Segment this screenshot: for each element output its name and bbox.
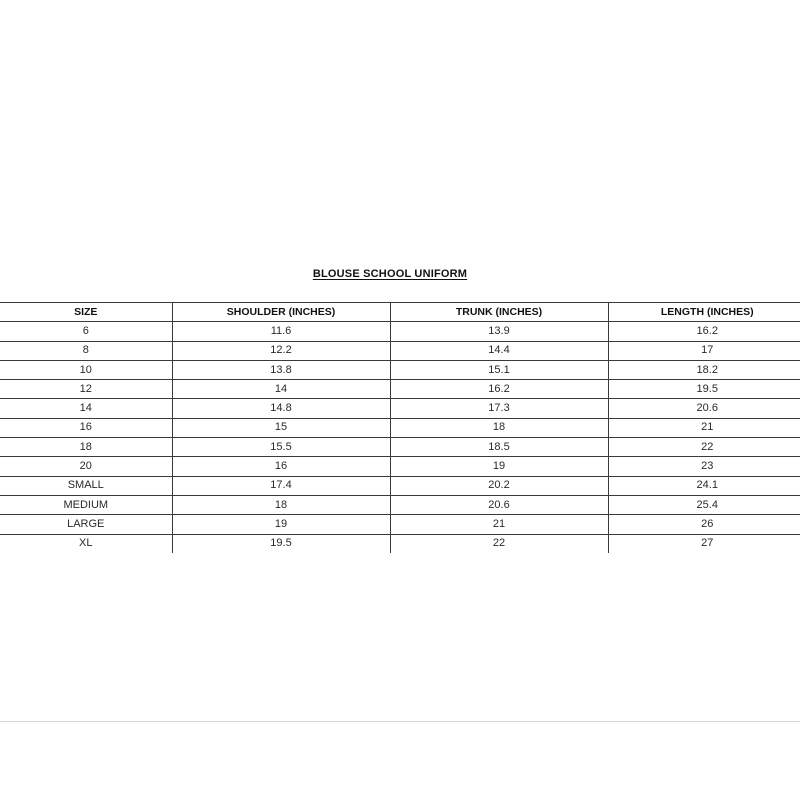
table-row [0,457,800,476]
table-row [0,399,800,418]
cell-size: 18 [0,438,172,457]
cell-shoulder: 15 [172,418,390,437]
cell-shoulder: 11.6 [172,322,390,341]
cell-shoulder: 14.8 [172,399,390,418]
cell-length: 21 [608,418,800,437]
table-row [0,495,800,514]
cell-size: 16 [0,418,172,437]
cell-shoulder: 19 [172,515,390,534]
cell-shoulder: 14 [172,380,390,399]
bottom-divider [0,721,800,722]
cell-length: 19.5 [608,380,800,399]
cell-length: 26 [608,515,800,534]
cell-size: 12 [0,380,172,399]
table-row [0,380,800,399]
cell-trunk: 20.2 [390,476,608,495]
column-header-trunk: TRUNK (INCHES) [390,303,608,322]
cell-length: 25.4 [608,495,800,514]
cell-shoulder: 15.5 [172,438,390,457]
cell-size: 10 [0,360,172,379]
cell-size: 6 [0,322,172,341]
table-header-row [0,303,800,322]
cell-trunk: 18.5 [390,438,608,457]
cell-trunk: 21 [390,515,608,534]
table-row [0,341,800,360]
cell-shoulder: 16 [172,457,390,476]
cell-trunk: 16.2 [390,380,608,399]
cell-trunk: 20.6 [390,495,608,514]
cell-shoulder: 18 [172,495,390,514]
cell-trunk: 19 [390,457,608,476]
table-row [0,438,800,457]
cell-trunk: 22 [390,534,608,553]
cell-length: 22 [608,438,800,457]
column-header-shoulder: SHOULDER (INCHES) [172,303,390,322]
cell-shoulder: 19.5 [172,534,390,553]
cell-shoulder: 13.8 [172,360,390,379]
table-title [0,268,780,280]
cell-length: 18.2 [608,360,800,379]
table-row [0,476,800,495]
cell-size: MEDIUM [0,495,172,514]
cell-trunk: 13.9 [390,322,608,341]
column-header-size: SIZE [0,303,172,322]
cell-shoulder: 12.2 [172,341,390,360]
cell-length: 24.1 [608,476,800,495]
cell-size: 14 [0,399,172,418]
column-header-length: LENGTH (INCHES) [608,303,800,322]
cell-size: 8 [0,341,172,360]
cell-trunk: 15.1 [390,360,608,379]
cell-length: 20.6 [608,399,800,418]
cell-trunk: 18 [390,418,608,437]
cell-length: 27 [608,534,800,553]
cell-size: SMALL [0,476,172,495]
table-row [0,515,800,534]
cell-size: XL [79,537,93,550]
cell-length: 23 [608,457,800,476]
cell-trunk: 17.3 [390,399,608,418]
cell-trunk: 14.4 [390,341,608,360]
table-row [0,360,800,379]
table-row [0,322,800,341]
cell-size: LARGE [0,515,172,534]
cell-size: 20 [0,457,172,476]
table-row [0,534,800,553]
cell-length: 16.2 [608,322,800,341]
size-chart-table [0,302,800,553]
cell-shoulder: 17.4 [172,476,390,495]
table-title-text: BLOUSE SCHOOL UNIFORM [312,268,468,280]
cell-length: 17 [608,341,800,360]
table-row [0,418,800,437]
